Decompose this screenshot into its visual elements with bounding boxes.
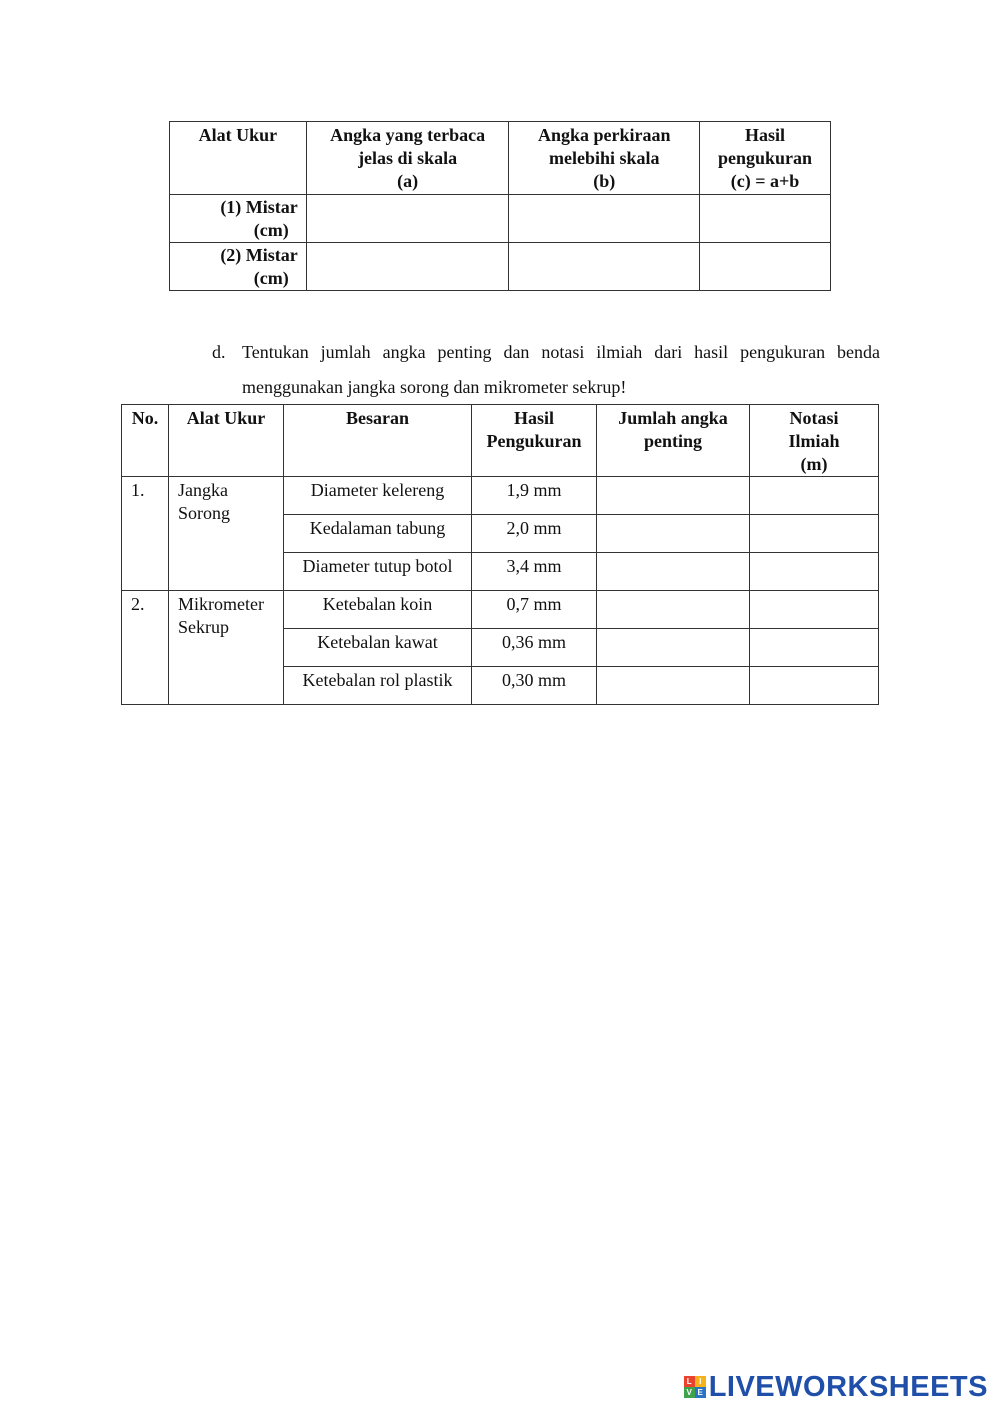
header-jumlah-angka-penting: Jumlah angka penting — [597, 405, 750, 477]
answer-cell-notasi[interactable] — [750, 667, 879, 705]
answer-cell-jumlah[interactable] — [597, 591, 750, 629]
hasil-cell: 0,30 mm — [472, 667, 597, 705]
header-angka-perkiraan: Angka perkiraan melebihi skala (b) — [509, 122, 700, 195]
answer-cell-b-1[interactable] — [509, 195, 700, 243]
answer-cell-notasi[interactable] — [750, 591, 879, 629]
header-notasi-ilmiah: Notasi Ilmiah (m) — [750, 405, 879, 477]
liveworksheets-logo-icon — [684, 1376, 706, 1398]
answer-cell-jumlah[interactable] — [597, 477, 750, 515]
answer-cell-jumlah[interactable] — [597, 667, 750, 705]
liveworksheets-logo[interactable] — [684, 1372, 988, 1402]
header-angka-terbaca: Angka yang terbaca jelas di skala (a) — [306, 122, 509, 195]
besaran-cell: Ketebalan kawat — [284, 629, 472, 667]
hasil-cell: 1,9 mm — [472, 477, 597, 515]
tool-name-mikrometer-sekrup: Mikrometer Sekrup — [169, 591, 284, 705]
header-alat-ukur: Alat Ukur — [170, 122, 307, 195]
besaran-cell: Ketebalan koin — [284, 591, 472, 629]
table-header-row — [122, 405, 879, 477]
besaran-cell: Ketebalan rol plastik — [284, 667, 472, 705]
hasil-cell: 3,4 mm — [472, 553, 597, 591]
answer-cell-c-2[interactable] — [700, 243, 831, 291]
hasil-cell: 2,0 mm — [472, 515, 597, 553]
header-hasil-pengukuran: Hasil Pengukuran — [472, 405, 597, 477]
list-marker: d. — [212, 342, 226, 362]
tool-name-jangka-sorong: Jangka Sorong — [169, 477, 284, 591]
answer-cell-notasi[interactable] — [750, 477, 879, 515]
table-row — [122, 477, 879, 515]
instruction-paragraph — [212, 335, 880, 405]
table-row — [122, 591, 879, 629]
answer-cell-c-1[interactable] — [700, 195, 831, 243]
table-row — [170, 195, 831, 243]
hasil-cell: 0,7 mm — [472, 591, 597, 629]
row-number: 2. — [122, 591, 169, 705]
header-no: No. — [122, 405, 169, 477]
besaran-cell: Kedalaman tabung — [284, 515, 472, 553]
logo-mark-cell: L — [684, 1376, 695, 1387]
besaran-cell: Diameter tutup botol — [284, 553, 472, 591]
row-label-mistar-2: (2) Mistar (cm) — [170, 243, 307, 291]
instruction-line-1: Tentukan jumlah angka penting dan notasi ilmiah dari hasil pengukuran benda — [242, 342, 880, 362]
besaran-cell: Diameter kelereng — [284, 477, 472, 515]
header-alat-ukur: Alat Ukur — [169, 405, 284, 477]
answer-cell-a-2[interactable] — [306, 243, 509, 291]
hasil-cell: 0,36 mm — [472, 629, 597, 667]
answer-cell-notasi[interactable] — [750, 629, 879, 667]
logo-wordmark: LIVEWORKSHEETS — [708, 1371, 988, 1403]
answer-cell-notasi[interactable] — [750, 553, 879, 591]
instruction-line-2: menggunakan jangka sorong dan mikrometer sekrup! — [242, 377, 627, 397]
answer-cell-jumlah[interactable] — [597, 629, 750, 667]
table-row — [170, 243, 831, 291]
answer-cell-a-1[interactable] — [306, 195, 509, 243]
measurement-table-mistar — [169, 121, 831, 291]
significant-figures-table — [121, 404, 879, 705]
header-hasil-pengukuran: Hasil pengukuran (c) = a+b — [700, 122, 831, 195]
table-header-row — [170, 122, 831, 195]
row-label-mistar-1: (1) Mistar (cm) — [170, 195, 307, 243]
logo-mark-cell: E — [695, 1387, 706, 1398]
answer-cell-notasi[interactable] — [750, 515, 879, 553]
logo-mark-cell: V — [684, 1387, 695, 1398]
logo-mark-cell: I — [695, 1376, 706, 1387]
row-number: 1. — [122, 477, 169, 591]
header-besaran: Besaran — [284, 405, 472, 477]
answer-cell-jumlah[interactable] — [597, 515, 750, 553]
answer-cell-jumlah[interactable] — [597, 553, 750, 591]
answer-cell-b-2[interactable] — [509, 243, 700, 291]
